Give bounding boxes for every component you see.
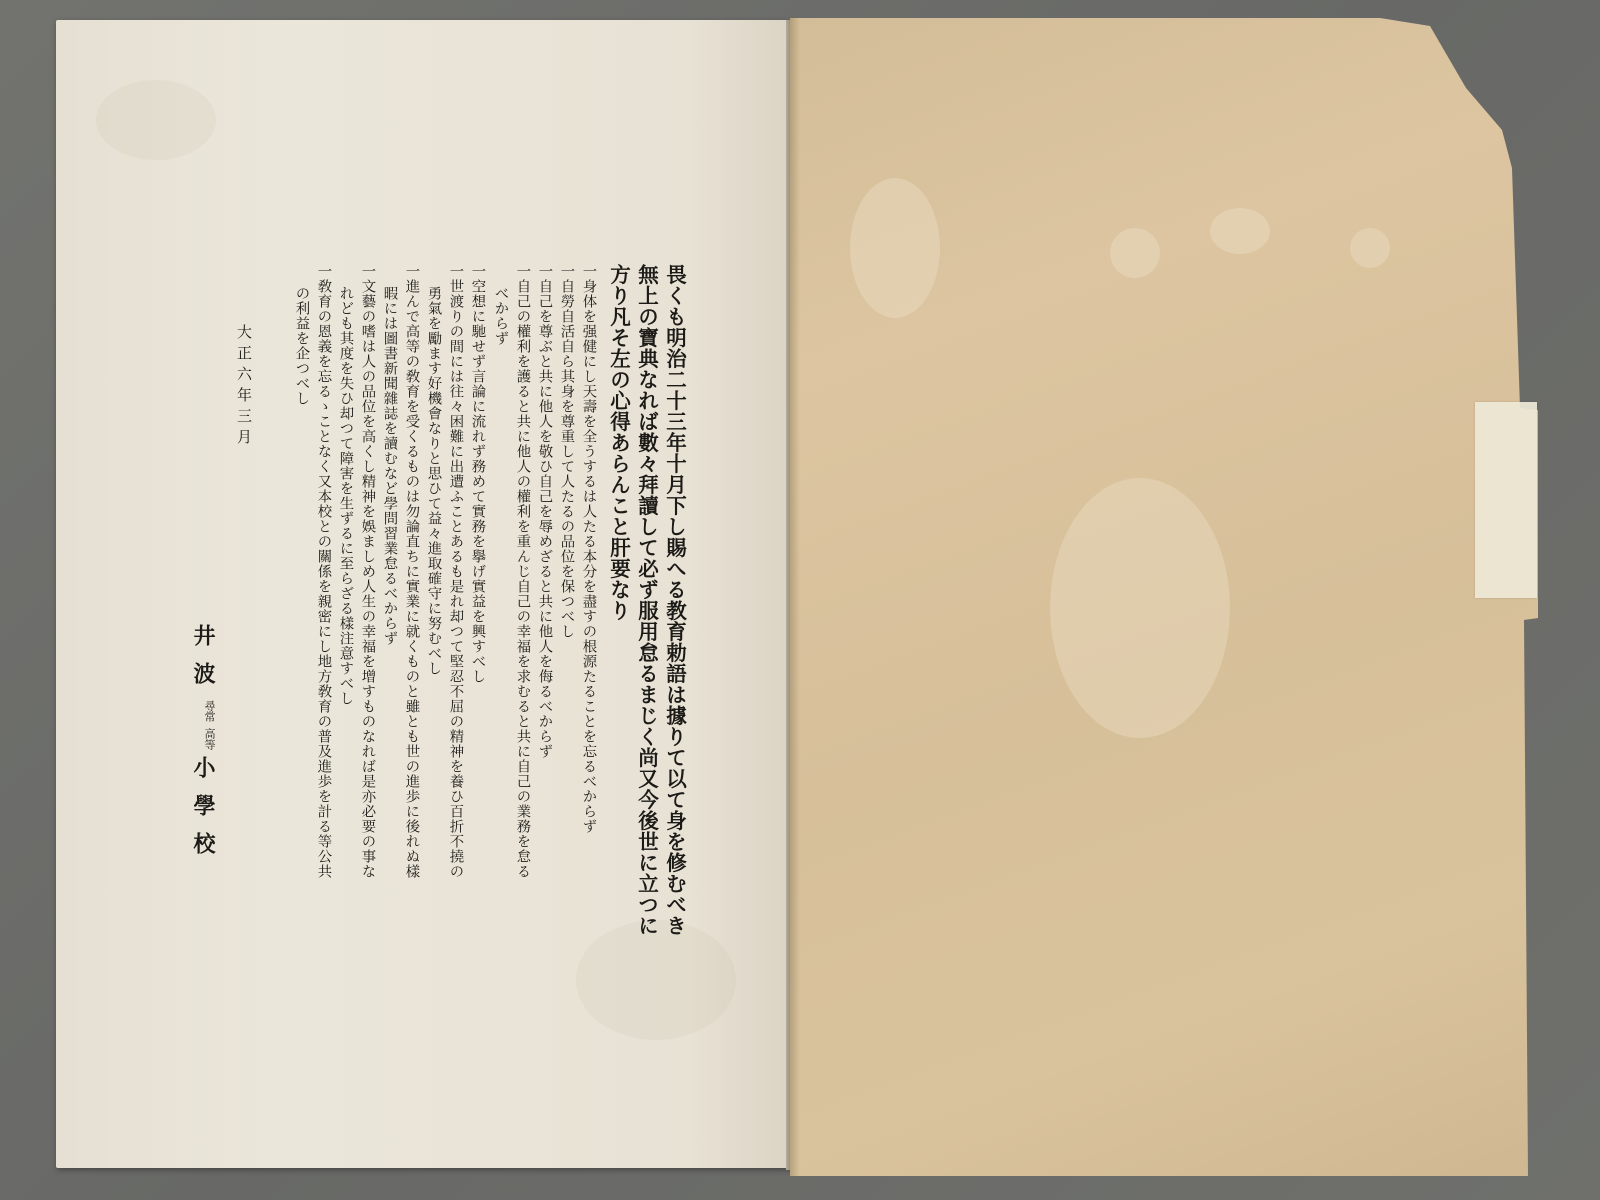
faded-ornament: [1050, 478, 1230, 738]
precept-column: 一自勞自活自ら其身を尊重して人たるの品位を保つべし: [558, 264, 575, 639]
paper-tape: [1475, 402, 1537, 598]
precept-column: れども其度を失ひ却つて障害を生ずるに至らざる樣注意すべし: [337, 286, 354, 706]
main-column-3: 方り凡そ左の心得あらんこと肝要なり: [606, 264, 631, 621]
precept-column: の利益を企つべし: [293, 286, 310, 406]
precept-column: 一文藝の嗜は人の品位を高くし精神を娛ましめ人生の幸福を增すものなれば是亦必要の事な: [359, 264, 376, 879]
paper-stain: [576, 920, 736, 1040]
precept-column: 一進んで高等の敎育を受くるものは勿論直ちに實業に就くものと雖とも世の進歩に後れぬ樣: [403, 264, 420, 879]
precept-column: 一世渡りの間には往々困難に出遭ふことあるも是れ却つて堅忍不屈の精神を養ひ百折不撓の: [447, 264, 464, 879]
school-warichu-left: 高等: [203, 728, 217, 750]
school-warichu-right: 尋常: [203, 700, 217, 722]
precept-column: 一身体を强健にし天壽を全うするは人たる本分を盡すの根源たることを忘るべからず: [580, 264, 597, 834]
faded-ornament: [1110, 228, 1160, 278]
main-column-1: 畏くも明治二十三年十月下し賜へる教育勅語は據りて以て身を修むべき: [662, 264, 687, 936]
left-page: [56, 20, 798, 1168]
faded-ornament: [1210, 208, 1270, 254]
school-name-bottom: 小學校: [190, 756, 216, 870]
main-column-2: 無上の寶典なれば數々拜讀して必ず服用怠るまじく尚又今後世に立つに: [634, 264, 659, 936]
cover-inner-edge: [790, 18, 800, 1176]
precept-column: 一空想に馳せず言論に流れず務めて實務を擧げ實益を興すべし: [469, 264, 486, 684]
faded-ornament: [850, 178, 940, 318]
paper-stain: [96, 80, 216, 160]
precept-column: 一自己を尊ぶと共に他人を敬ひ自己を辱めざると共に他人を侮るべからず: [536, 264, 553, 759]
faded-ornament: [1350, 228, 1390, 268]
school-name: [192, 624, 215, 870]
precept-column: 暇には圖書新聞雜誌を讀むなど學問習業怠るべからず: [381, 286, 398, 646]
date-line: 大正六年三月: [235, 324, 253, 450]
precept-column: 勇氣を勵ます好機會なりと思ひて益々進取確守に努むべし: [425, 286, 442, 676]
precept-column: 一敎育の恩義を忘るゝことなく又本校との關係を親密にし地方敎育の普及進歩を計る等公共: [315, 264, 332, 879]
right-cover: [790, 18, 1538, 1176]
precept-column: 一自己の權利を護ると共に他人の權利を重んじ自己の幸福を求むると共に自己の業務を怠る: [514, 264, 531, 879]
precept-column: べからず: [492, 286, 509, 346]
text-block: [56, 264, 798, 936]
school-name-top: 井波: [190, 624, 216, 700]
